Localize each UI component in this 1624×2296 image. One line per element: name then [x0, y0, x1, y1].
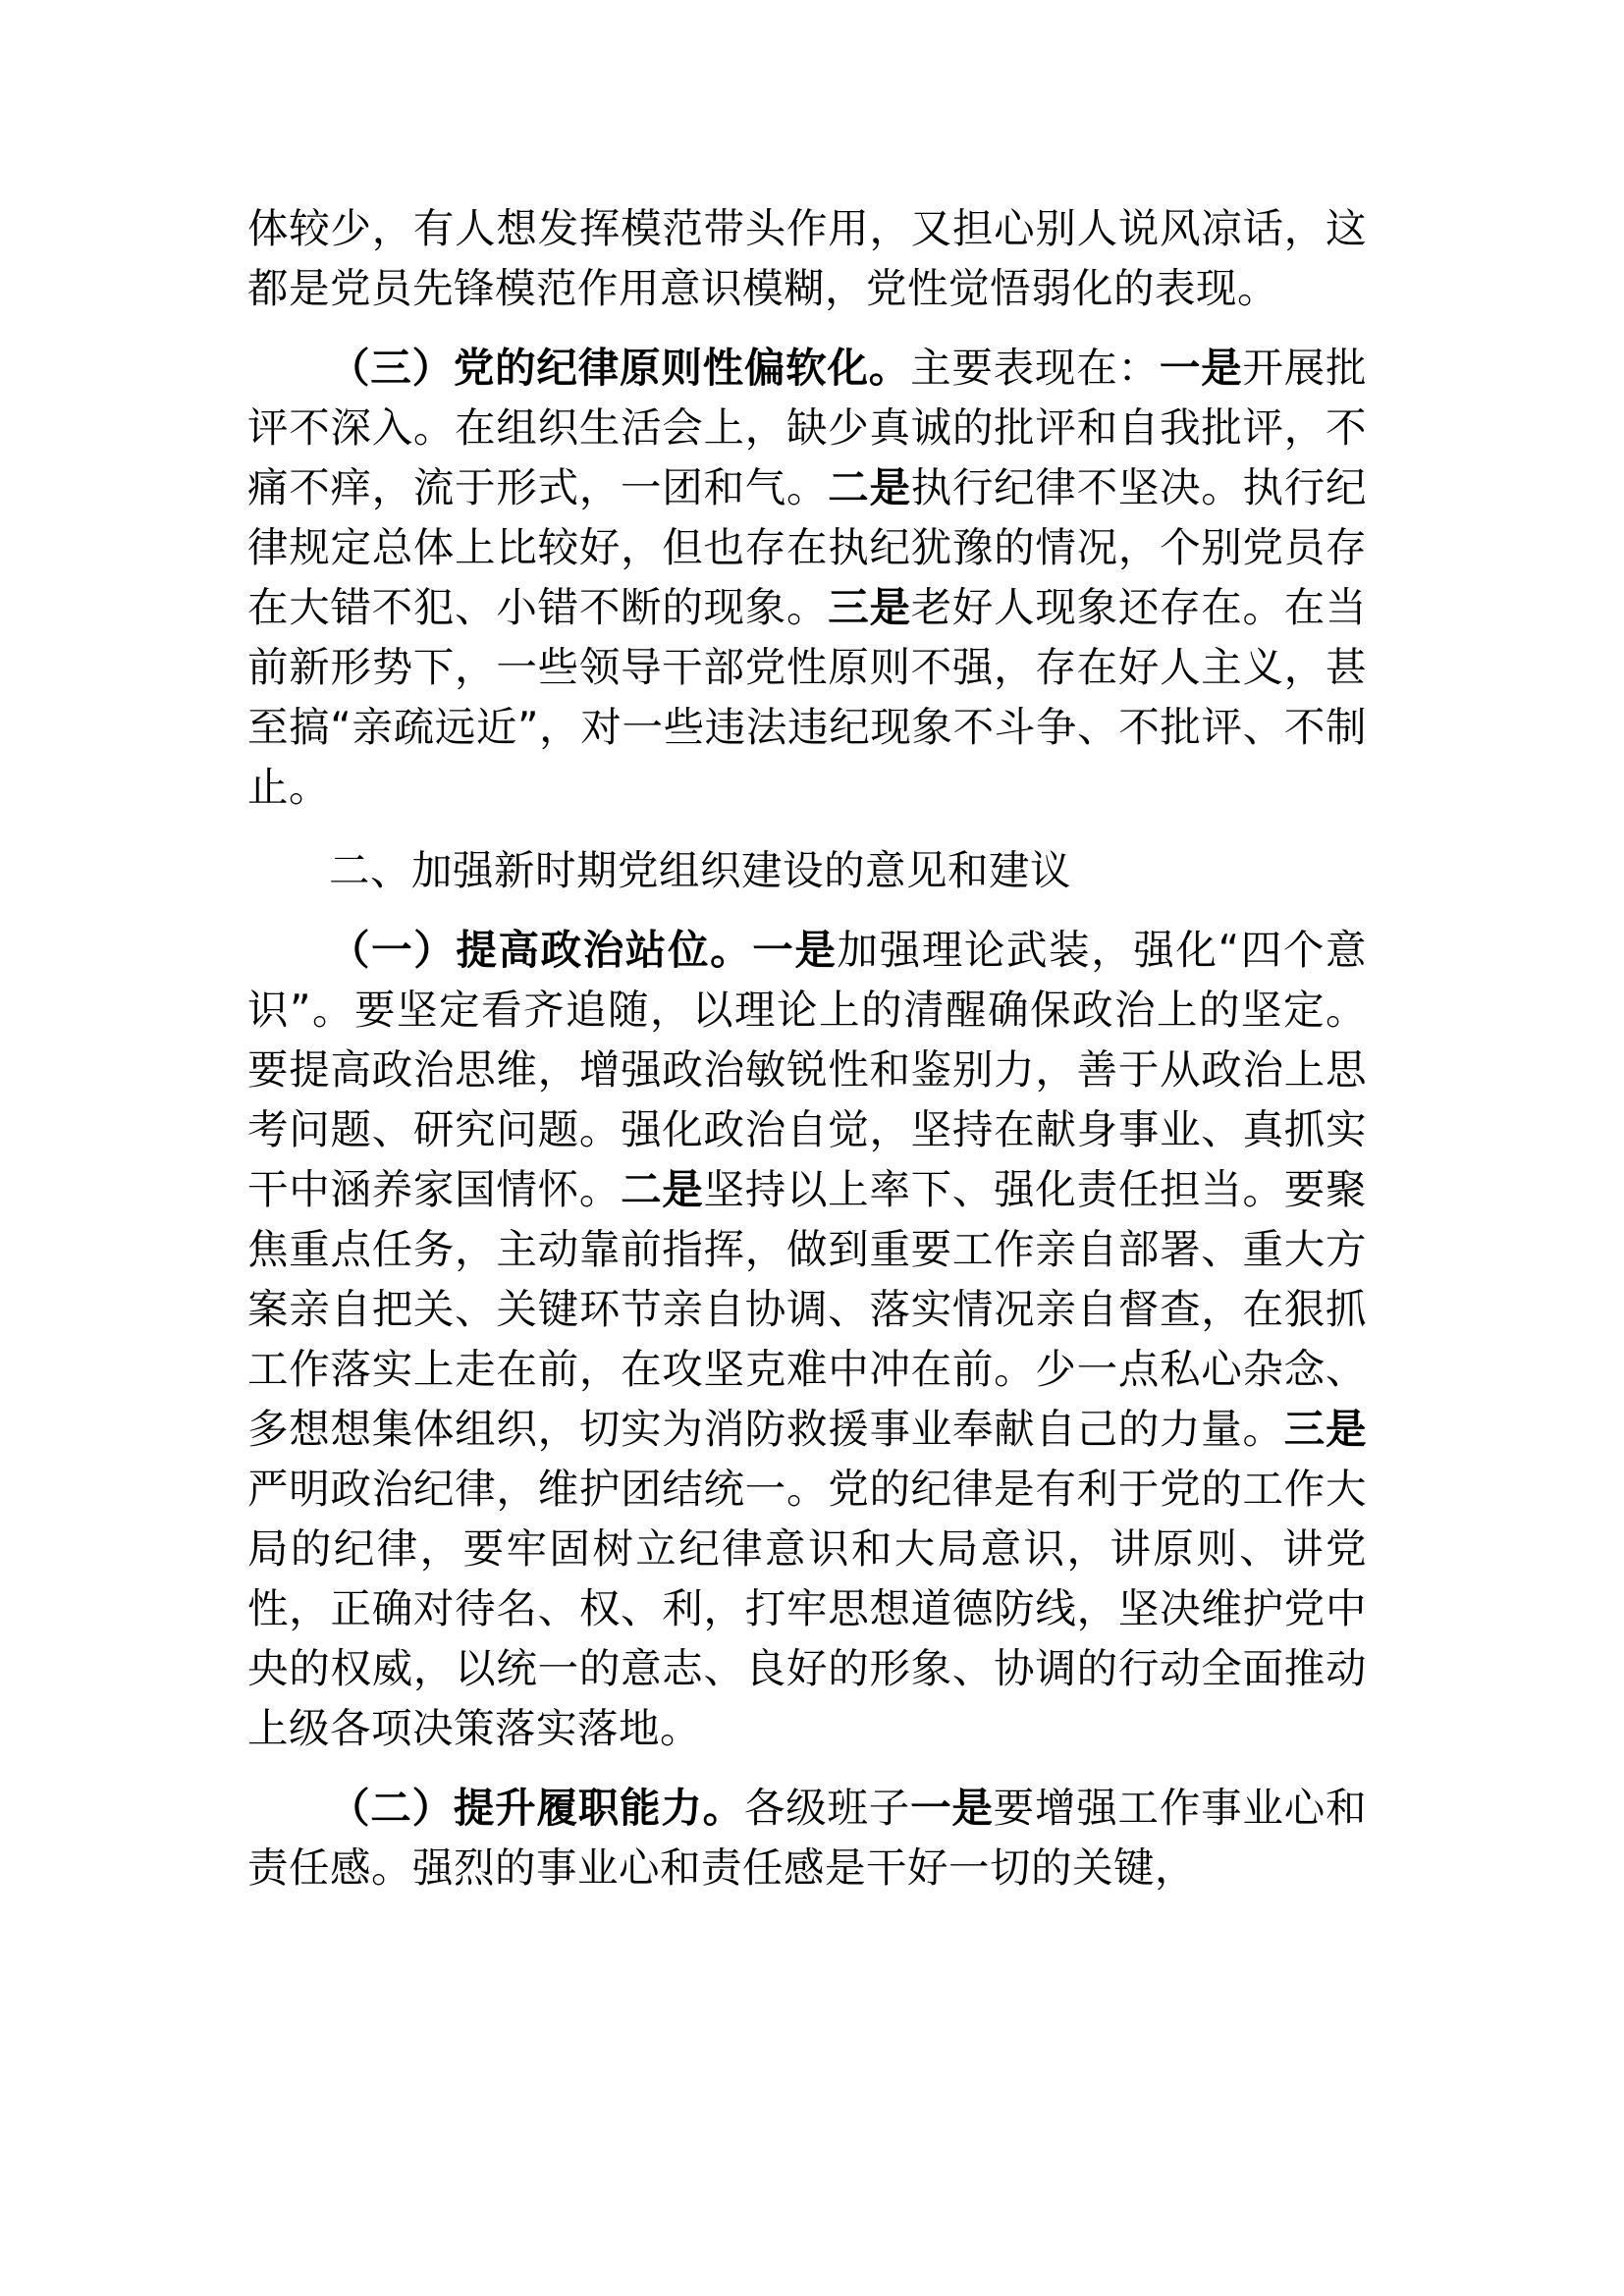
section-title-2	[247, 840, 1367, 900]
text-run: 执行纪律不坚决。执行纪律规定总体上比较好，但也存在执纪犹豫的情况，个别党员存在大错不犯、小错不断的现象。	[247, 463, 1367, 631]
section-heading-3: （三）党的纪律原则性偏软化。	[329, 344, 911, 392]
section-heading-1: （一）提高政治站位。	[329, 926, 753, 974]
text-run: 要增强工作事业心和责任感。强烈的事业心和责任感是干好一切的关键，	[247, 1784, 1367, 1892]
paragraph-discipline-weakness	[247, 338, 1367, 817]
point-marker-2: 二是	[621, 1165, 704, 1213]
paragraph-duty-capability	[247, 1778, 1367, 1897]
text-run: 坚持以上率下、强化责任担当。要聚焦重点任务，主动靠前指挥，做到重要工作亲自部署、重大方案亲自把关、关键环节亲自协调、落实情况亲自督查，在狠抓工作落实上走在前，在攻坚克难中冲在前。少一点私心杂念、多想想集体组织，切实为消防救援事业奉献自己的力量。	[247, 1165, 1367, 1453]
paragraph-continuation	[247, 198, 1367, 318]
text-run: 各级班子	[743, 1784, 911, 1832]
text-run: 老好人现象还存在。在当前新形势下，一些领导干部党性原则不强，存在好人主义，甚至搞“亲疏远近”，对一些违法违纪现象不斗争、不批评、不制止。	[247, 583, 1367, 811]
point-marker-1: 一是	[1159, 344, 1243, 392]
text-run: 体较少，有人想发挥模范带头作用，又担心别人说风凉话，这都是党员先锋模范作用意识模糊，党性觉悟弱化的表现。	[247, 204, 1367, 312]
point-marker-2: 二是	[828, 463, 911, 511]
point-marker-1: 一是	[752, 926, 838, 974]
paragraph-political-stance	[247, 920, 1367, 1758]
text-run: 加强理论武装，强化“四个意识”。要坚定看齐追随，以理论上的清醒确保政治上的坚定。要提高政治思维，增强政治敏锐性和鉴别力，善于从政治上思考问题、研究问题。强化政治自觉，坚持在献身事业、真抓实干中涵养家国情怀。	[247, 926, 1367, 1213]
document-body	[247, 198, 1367, 1897]
point-marker-3: 三是	[828, 583, 911, 631]
section-heading-2: （二）提升履职能力。	[329, 1784, 744, 1832]
section-title-text: 二、加强新时期党组织建设的意见和建议	[329, 846, 1072, 894]
text-run: 主要表现在：	[910, 344, 1160, 392]
text-run: 严明政治纪律，维护团结统一。党的纪律是有利于党的工作大局的纪律，要牢固树立纪律意识和大局意识，讲原则、讲党性，正确对待名、权、利，打牢思想道德防线，坚决维护党中央的权威，以统一的意志、良好的形象、协调的行动全面推动上级各项决策落实落地。	[247, 1465, 1367, 1752]
point-marker-1: 一是	[910, 1784, 994, 1832]
point-marker-3: 三是	[1283, 1405, 1367, 1453]
text-run: 开展批评不深入。在组织生活会上，缺少真诚的批评和自我批评，不痛不痒，流于形式，一团和气。	[247, 344, 1367, 511]
